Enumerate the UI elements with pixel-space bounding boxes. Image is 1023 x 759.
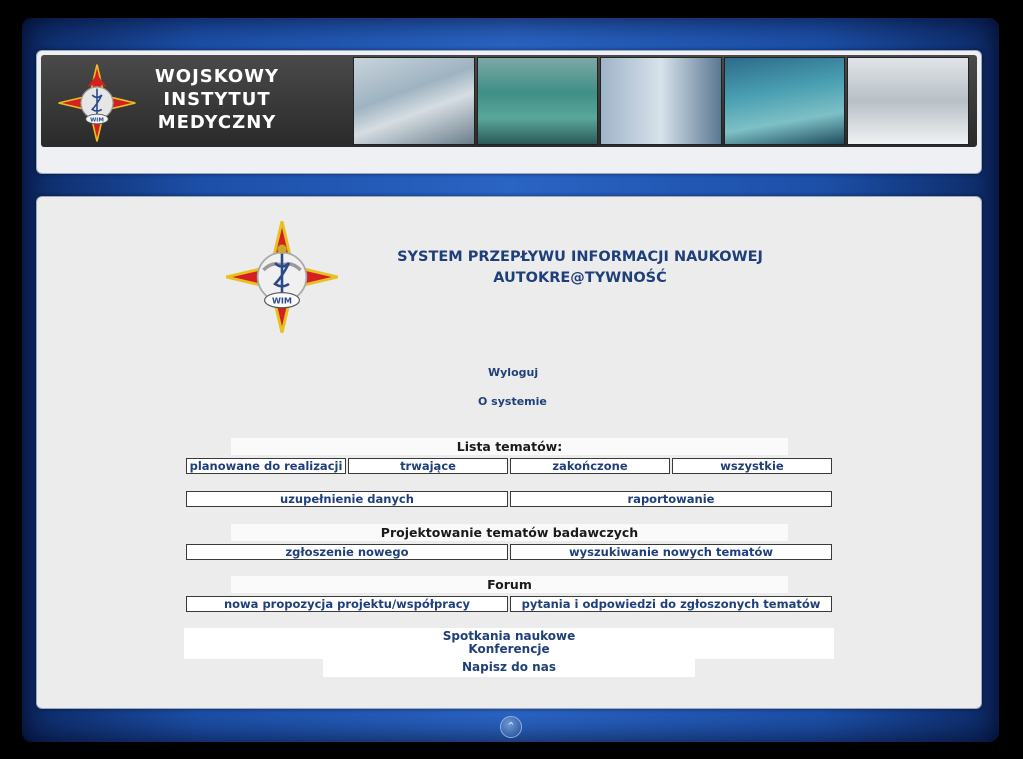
data-entry-link[interactable]: uzupełnienie danych [186, 491, 508, 507]
scientific-meetings-link[interactable]: Spotkania naukowe [442, 629, 576, 643]
system-title [367, 247, 793, 289]
banner-photo [847, 57, 969, 145]
forum-heading: Forum [231, 576, 788, 593]
main-panel [36, 196, 982, 709]
wim-logo-icon [57, 63, 137, 143]
qa-link[interactable]: pytania i odpowiedzi do zgłoszonych tematów [510, 596, 832, 612]
institute-name-line: INSTYTUT [163, 89, 271, 110]
reporting-link[interactable]: raportowanie [510, 491, 832, 507]
meetings-box [184, 628, 834, 659]
system-title-line: SYSTEM PRZEPŁYWU INFORMACJI NAUKOWEJ [397, 249, 763, 265]
banner-photo [477, 57, 599, 145]
search-new-topics-link[interactable]: wyszukiwanie nowych tematów [510, 544, 832, 560]
svg-text:WIM: WIM [271, 295, 293, 306]
contact-link[interactable]: Napisz do nas [323, 659, 695, 677]
double-chevron-up-icon[interactable]: ⌃ [500, 716, 522, 738]
logout-link[interactable]: Wyloguj [488, 366, 539, 379]
design-heading: Projektowanie tematów badawczych [231, 524, 788, 541]
topics-ongoing-link[interactable]: trwające [348, 458, 508, 474]
system-subtitle: AUTOKRE@TYWNOŚĆ [493, 270, 667, 286]
topics-list-heading: Lista tematów: [231, 438, 788, 455]
institute-name-line: MEDYCZNY [157, 112, 277, 133]
topics-all-link[interactable]: wszystkie [672, 458, 832, 474]
institute-name-line: WOJSKOWY [154, 66, 280, 87]
institute-name [145, 65, 289, 134]
banner-photo [724, 57, 846, 145]
header-banner [41, 55, 977, 147]
conferences-link[interactable]: Konferencje [468, 642, 550, 656]
topics-planned-link[interactable]: planowane do realizacji [186, 458, 346, 474]
photo-strip [353, 57, 969, 145]
wim-emblem-icon [224, 219, 340, 335]
about-system-link[interactable]: O systemie [478, 395, 547, 408]
new-proposal-link[interactable]: nowa propozycja projektu/współpracy [186, 596, 508, 612]
svg-text:WIM: WIM [90, 117, 104, 124]
topics-completed-link[interactable]: zakończone [510, 458, 670, 474]
banner-photo [600, 57, 722, 145]
header-panel [36, 50, 982, 174]
banner-photo [353, 57, 475, 145]
new-submission-link[interactable]: zgłoszenie nowego [186, 544, 508, 560]
